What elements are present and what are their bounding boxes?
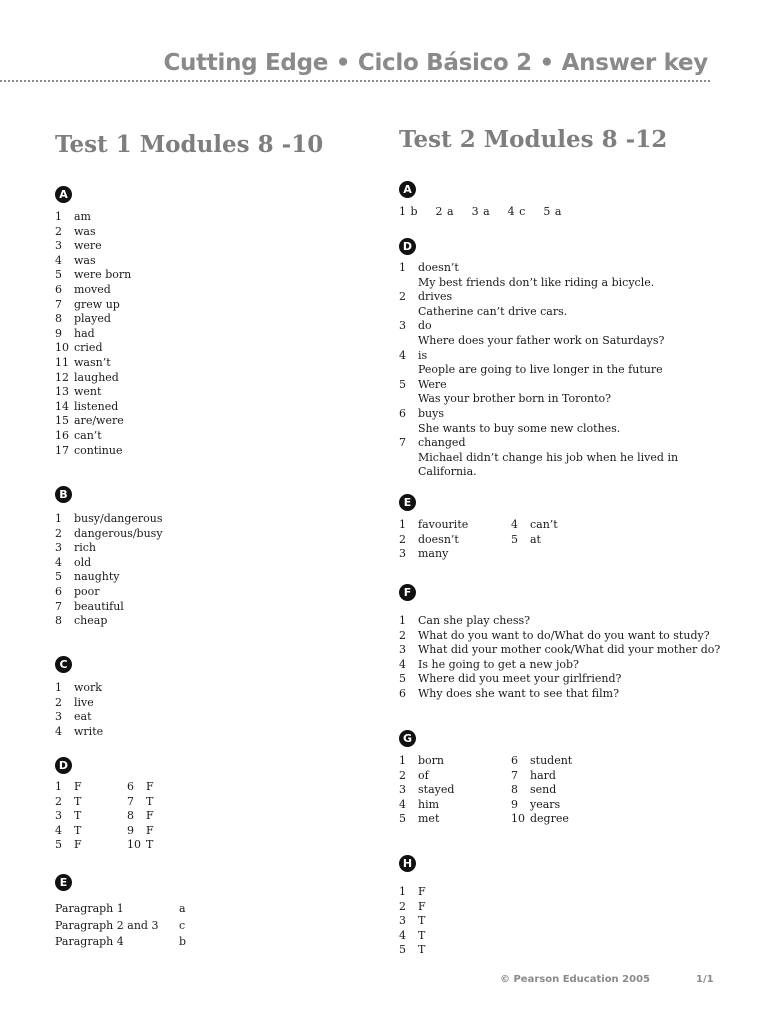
item-number: 3: [399, 783, 406, 797]
item-number: 3: [399, 914, 406, 928]
list-item: [55, 570, 163, 585]
item-number: 3: [55, 541, 62, 555]
list-item: [55, 614, 163, 629]
item-text: T: [74, 794, 82, 808]
item-number: 1: [399, 885, 406, 898]
item-number: 9: [511, 797, 518, 811]
item-text: Where did you meet your girlfriend?: [418, 672, 622, 686]
item-number: 3: [55, 809, 62, 823]
item-number: 7: [399, 436, 406, 450]
item-text: at: [530, 532, 541, 546]
item-text: F: [418, 899, 426, 913]
item-text: T: [418, 914, 426, 928]
item-number: 7: [127, 794, 134, 808]
item-number: 4: [399, 657, 406, 671]
list-item: [55, 429, 131, 444]
list-item: [55, 696, 103, 711]
test2-section-f-badge: F: [399, 584, 416, 601]
item-answer: do: [418, 319, 432, 333]
test2-section-d-badge: D: [399, 238, 416, 255]
item-number: 8: [127, 809, 134, 823]
list-item: [55, 444, 131, 459]
inline-answer: 3 a: [471, 205, 490, 218]
item-text: F: [418, 885, 426, 898]
list-item: [55, 239, 131, 254]
item-text: What do you want to do/What do you want to study?: [418, 628, 710, 642]
list-item: [55, 385, 131, 400]
item-text: stayed: [418, 783, 455, 797]
item-number: 1: [399, 754, 406, 767]
test2-section-a-list: [399, 205, 579, 218]
paragraph-answer: b: [179, 935, 187, 948]
test1-section-a-badge: A: [55, 186, 72, 203]
list-item: [55, 824, 154, 839]
item-number: 1: [399, 614, 406, 627]
item-number: 1: [55, 210, 62, 223]
item-text: F: [74, 780, 82, 793]
list-item: [55, 527, 163, 542]
list-item: [399, 407, 678, 422]
list-item: [55, 268, 131, 283]
item-text: doesn’t: [418, 532, 459, 546]
item-sentence: California.: [418, 465, 477, 479]
item-number: 2: [399, 768, 406, 782]
item-number: 5: [55, 570, 62, 584]
item-text: write: [74, 724, 104, 738]
item-number: 14: [55, 399, 69, 413]
item-sentence: She wants to buy some new clothes.: [418, 421, 621, 435]
paragraph-answer: c: [179, 918, 186, 932]
item-text: him: [418, 797, 440, 811]
list-item: [399, 769, 572, 784]
item-number: 4: [55, 253, 62, 267]
list-item: [55, 901, 186, 918]
list-item: [55, 210, 131, 225]
item-number: 16: [55, 428, 69, 442]
item-text: can’t: [74, 428, 102, 442]
item-number: 3: [399, 643, 406, 657]
test2-section-e-badge: E: [399, 494, 416, 511]
item-number: 5: [399, 943, 406, 957]
item-text: T: [418, 928, 426, 942]
item-indent: [399, 451, 418, 466]
list-item-sentence: [399, 465, 678, 480]
item-answer: is: [418, 348, 428, 362]
item-answer: changed: [418, 436, 466, 450]
item-text: met: [418, 812, 440, 826]
test1-section-c-badge: C: [55, 656, 72, 673]
item-sentence: People are going to live longer in the future: [418, 363, 663, 377]
list-item: [399, 547, 558, 562]
list-item: [55, 681, 103, 696]
list-item: [55, 371, 131, 386]
item-text: of: [418, 768, 429, 782]
item-indent: [399, 305, 418, 320]
item-answer: buys: [418, 406, 444, 420]
item-text: F: [146, 823, 154, 837]
item-number: 5: [399, 672, 406, 686]
inline-answer: 2 a: [435, 205, 454, 218]
item-sentence: Catherine can’t drive cars.: [418, 304, 568, 318]
item-text: continue: [74, 443, 123, 457]
item-text: T: [146, 794, 154, 808]
item-text: born: [418, 754, 445, 767]
item-text: T: [418, 943, 426, 957]
item-text: busy/dangerous: [74, 512, 163, 525]
footer-page-number: 1/1: [696, 974, 714, 985]
item-text: F: [146, 780, 154, 793]
item-answer: drives: [418, 290, 453, 304]
inline-answer: 1 b: [399, 205, 418, 218]
item-number: 5: [55, 838, 62, 852]
list-item: [55, 341, 131, 356]
list-item: [399, 658, 720, 673]
item-number: 1: [55, 681, 62, 694]
list-item: [55, 283, 131, 298]
test1-section-c-list: [55, 681, 103, 739]
item-text: dangerous/busy: [74, 526, 163, 540]
paragraph-label: Paragraph 4: [55, 935, 124, 948]
item-number: 4: [399, 348, 406, 362]
list-item: [399, 378, 678, 393]
list-item: [399, 290, 678, 305]
item-number: 2: [399, 290, 406, 304]
list-item: [399, 643, 720, 658]
item-number: 8: [55, 312, 62, 326]
item-text: F: [74, 838, 82, 852]
item-number: 10: [55, 341, 69, 355]
item-indent: [399, 422, 418, 437]
list-item: [55, 600, 163, 615]
item-text: poor: [74, 584, 100, 598]
item-number: 5: [399, 377, 406, 391]
item-sentence: Where does your father work on Saturdays?: [418, 333, 665, 347]
list-item: [55, 225, 131, 240]
list-item: [399, 929, 426, 944]
list-item: [55, 780, 154, 795]
item-text: played: [74, 312, 111, 326]
item-text: T: [74, 809, 82, 823]
item-text: Can she play chess?: [418, 614, 531, 627]
list-item: [399, 900, 426, 915]
item-text: listened: [74, 399, 119, 413]
item-number: 6: [399, 686, 406, 700]
item-number: 15: [55, 414, 69, 428]
item-number: 6: [511, 754, 518, 767]
item-number: 6: [127, 780, 134, 793]
list-item: [399, 687, 720, 702]
list-item: [55, 725, 103, 740]
item-text: are/were: [74, 414, 124, 428]
list-item: [399, 783, 572, 798]
inline-answer: 4 c: [507, 205, 526, 218]
item-number: 12: [55, 370, 69, 384]
item-text: can’t: [530, 518, 558, 531]
list-item: [55, 934, 186, 951]
item-text: T: [74, 823, 82, 837]
page-header-title: Cutting Edge • Ciclo Básico 2 • Answer key: [163, 50, 708, 76]
item-number: 7: [55, 599, 62, 613]
test1-section-b-badge: B: [55, 486, 72, 503]
item-number: 5: [399, 812, 406, 826]
paragraph-answer: a: [179, 902, 186, 915]
item-number: 11: [55, 355, 69, 369]
item-number: 9: [55, 326, 62, 340]
item-number: 3: [55, 239, 62, 253]
item-number: 4: [399, 928, 406, 942]
item-text: were: [74, 239, 102, 253]
item-text: many: [418, 547, 449, 561]
item-number: 6: [55, 584, 62, 598]
item-number: 7: [55, 297, 62, 311]
item-sentence: Michael didn’t change his job when he lived in: [418, 450, 679, 464]
list-item: [399, 319, 678, 334]
item-text: was: [74, 253, 96, 267]
item-number: 1: [399, 518, 406, 531]
item-number: 7: [511, 768, 518, 782]
list-item-sentence: [399, 451, 678, 466]
item-text: What did your mother cook/What did your mother do?: [418, 643, 721, 657]
item-number: 1: [55, 512, 62, 525]
item-number: 2: [399, 532, 406, 546]
list-item: [55, 710, 103, 725]
list-item: [55, 414, 131, 429]
item-number: 3: [55, 710, 62, 724]
item-text: am: [74, 210, 91, 223]
item-text: rich: [74, 541, 97, 555]
item-text: T: [146, 838, 154, 852]
item-answer: Were: [418, 377, 447, 391]
item-text: wasn’t: [74, 355, 111, 369]
item-indent: [399, 363, 418, 378]
item-text: were born: [74, 268, 132, 282]
item-number: 2: [55, 224, 62, 238]
item-number: 3: [399, 547, 406, 561]
list-item: [55, 312, 131, 327]
item-number: 5: [511, 532, 518, 546]
test1-section-b-list: [55, 512, 163, 629]
item-number: 2: [55, 526, 62, 540]
item-text: grew up: [74, 297, 120, 311]
list-item-sentence: [399, 363, 678, 378]
test1-title: Test 1 Modules 8 -10: [55, 131, 324, 158]
test2-section-d-list: [399, 261, 678, 480]
item-text: beautiful: [74, 599, 124, 613]
item-text: naughty: [74, 570, 120, 584]
item-number: 6: [55, 282, 62, 296]
item-number: 2: [55, 695, 62, 709]
item-text: work: [74, 681, 102, 694]
item-answer: doesn’t: [418, 261, 459, 274]
item-number: 8: [55, 614, 62, 628]
item-text: years: [530, 797, 561, 811]
list-item: [55, 254, 131, 269]
list-item-sentence: [399, 305, 678, 320]
paragraph-label: Paragraph 1: [55, 902, 124, 915]
item-indent: [399, 465, 418, 480]
list-item: [399, 518, 558, 533]
item-text: went: [74, 385, 102, 399]
list-item: [55, 298, 131, 313]
test2-section-e-list: [399, 518, 558, 562]
item-indent: [399, 276, 418, 291]
item-text: cried: [74, 341, 103, 355]
list-item: [399, 261, 678, 276]
footer-copyright: © Pearson Education 2005: [500, 974, 650, 985]
item-indent: [399, 392, 418, 407]
list-item: [399, 614, 720, 629]
item-text: had: [74, 326, 95, 340]
test1-section-a-list: [55, 210, 131, 458]
list-item: [399, 943, 426, 958]
list-item: [399, 914, 426, 929]
list-item-sentence: [399, 276, 678, 291]
test1-section-e-badge: E: [55, 874, 72, 891]
list-item: [55, 356, 131, 371]
list-item: [399, 754, 572, 769]
item-number: 4: [511, 518, 518, 531]
header-divider: [0, 80, 710, 82]
item-number: 8: [511, 783, 518, 797]
item-text: student: [530, 754, 573, 767]
item-text: was: [74, 224, 96, 238]
item-number: 1: [55, 780, 62, 793]
item-number: 4: [55, 823, 62, 837]
list-item-sentence: [399, 422, 678, 437]
test1-section-e-list: [55, 901, 186, 951]
item-number: 1: [399, 261, 406, 274]
item-text: send: [530, 783, 557, 797]
list-item: [399, 672, 720, 687]
test2-section-f-list: [399, 614, 720, 702]
item-number: 6: [399, 406, 406, 420]
item-number: 9: [127, 823, 134, 837]
item-number: 10: [127, 838, 141, 852]
list-item: [399, 349, 678, 364]
list-item: [55, 795, 154, 810]
list-item: [399, 798, 572, 813]
item-text: favourite: [418, 518, 469, 531]
test2-section-g-list: [399, 754, 572, 827]
item-text: eat: [74, 710, 92, 724]
test1-section-d-badge: D: [55, 757, 72, 774]
list-item: [55, 918, 186, 935]
list-item: [55, 541, 163, 556]
test2-section-h-list: [399, 885, 426, 958]
item-number: 4: [55, 724, 62, 738]
test2-section-h-badge: H: [399, 855, 416, 872]
item-text: laughed: [74, 370, 119, 384]
item-number: 2: [399, 899, 406, 913]
list-item: [55, 809, 154, 824]
list-item: [399, 533, 558, 548]
list-item: [55, 512, 163, 527]
test2-title: Test 2 Modules 8 -12: [399, 126, 668, 153]
item-text: cheap: [74, 614, 108, 628]
item-number: 13: [55, 385, 69, 399]
list-item-sentence: [399, 392, 678, 407]
item-number: 17: [55, 443, 69, 457]
item-text: moved: [74, 282, 111, 296]
inline-answer: 5 a: [543, 205, 562, 218]
item-text: degree: [530, 812, 569, 826]
list-item: [399, 436, 678, 451]
paragraph-label: Paragraph 2 and 3: [55, 918, 159, 932]
list-item-sentence: [399, 334, 678, 349]
item-number: 2: [399, 628, 406, 642]
item-number: 4: [55, 555, 62, 569]
list-item: [55, 327, 131, 342]
list-item: [55, 585, 163, 600]
item-text: Is he going to get a new job?: [418, 657, 579, 671]
item-sentence: Was your brother born in Toronto?: [418, 392, 612, 406]
list-item: [55, 400, 131, 415]
item-number: 3: [399, 319, 406, 333]
list-item: [55, 838, 154, 853]
list-item: [399, 812, 572, 827]
test2-section-g-badge: G: [399, 730, 416, 747]
item-text: live: [74, 695, 94, 709]
list-item: [55, 556, 163, 571]
list-item: [399, 629, 720, 644]
item-text: Why does she want to see that film?: [418, 686, 619, 700]
list-item: [399, 885, 426, 900]
item-number: 5: [55, 268, 62, 282]
item-number: 2: [55, 794, 62, 808]
item-text: old: [74, 555, 92, 569]
item-number: 10: [511, 812, 525, 826]
item-indent: [399, 334, 418, 349]
item-number: [511, 547, 530, 562]
item-text: F: [146, 809, 154, 823]
item-text: hard: [530, 768, 556, 782]
test2-section-a-badge: A: [399, 181, 416, 198]
item-number: 4: [399, 797, 406, 811]
item-sentence: My best friends don’t like riding a bicycle.: [418, 275, 655, 289]
test1-section-d-list: [55, 780, 154, 853]
